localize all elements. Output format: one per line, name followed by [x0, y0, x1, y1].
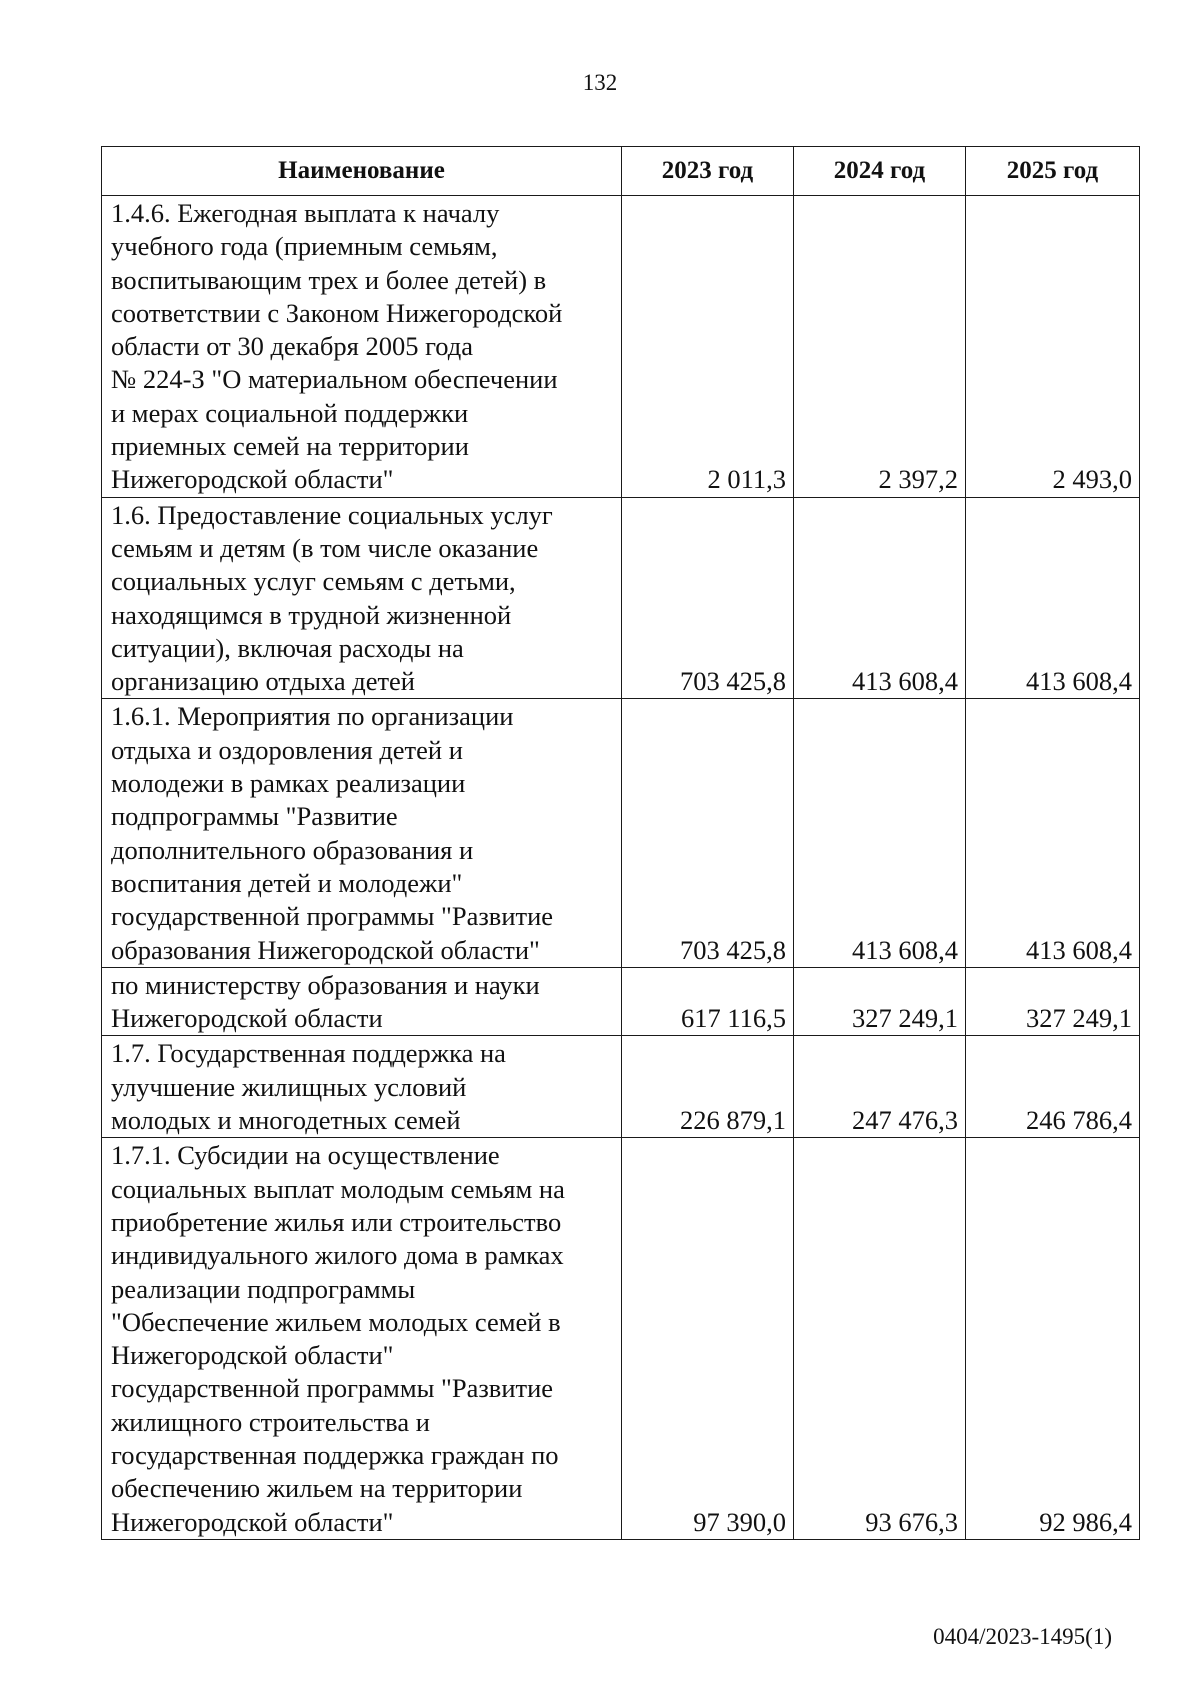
header-2024: 2024 год — [794, 147, 966, 196]
value-2023: 226 879,1 — [622, 1036, 794, 1138]
value-2025: 246 786,4 — [966, 1036, 1140, 1138]
row-name: 1.6. Предоставление социальных услуг семьям и детям (в том числе оказание социальных услуг семьям с детьми, находящимся в трудной жизненной ситуации), включая расходы на организацию отдыха детей — [102, 497, 622, 699]
table-row — [102, 967, 1140, 1036]
value-2023: 617 116,5 — [622, 967, 794, 1036]
value-2023: 703 425,8 — [622, 497, 794, 699]
document-code: 0404/2023-1495(1) — [933, 1624, 1112, 1649]
row-name: по министерству образования и науки Нижегородской области — [102, 967, 622, 1036]
value-2025: 92 986,4 — [966, 1138, 1140, 1540]
page-number: 132 — [582, 70, 618, 95]
table-row — [102, 497, 1140, 699]
value-2024: 247 476,3 — [794, 1036, 966, 1138]
value-2024: 2 397,2 — [794, 196, 966, 498]
value-2025: 413 608,4 — [966, 699, 1140, 967]
table-row — [102, 1036, 1140, 1138]
row-name: 1.7.1. Субсидии на осуществление социальных выплат молодым семьям на приобретение жилья или строительство индивидуального жилого дома в рамках реализации подпрограммы "Обеспечение жильем молодых семей в Нижегородской области" государственной программы "Развитие жилищного строительства и государственная поддержка граждан по обеспечению жильем на территории Нижегородской области" — [102, 1138, 622, 1540]
header-2025: 2025 год — [966, 147, 1140, 196]
row-name: 1.6.1. Мероприятия по организации отдыха и оздоровления детей и молодежи в рамках реализации подпрограммы "Развитие дополнительного образования и воспитания детей и молодежи" государственной программы "Развитие образования Нижегородской области" — [102, 699, 622, 967]
value-2025: 327 249,1 — [966, 967, 1140, 1036]
table-row — [102, 196, 1140, 498]
value-2024: 413 608,4 — [794, 699, 966, 967]
value-2024: 327 249,1 — [794, 967, 966, 1036]
table-row — [102, 699, 1140, 967]
budget-table — [101, 146, 1140, 1540]
value-2023: 2 011,3 — [622, 196, 794, 498]
header-2023: 2023 год — [622, 147, 794, 196]
value-2023: 97 390,0 — [622, 1138, 794, 1540]
table-header-row — [102, 147, 1140, 196]
row-name: 1.7. Государственная поддержка на улучшение жилищных условий молодых и многодетных семей — [102, 1036, 622, 1138]
value-2025: 413 608,4 — [966, 497, 1140, 699]
value-2023: 703 425,8 — [622, 699, 794, 967]
table-row — [102, 1138, 1140, 1540]
value-2024: 93 676,3 — [794, 1138, 966, 1540]
header-name: Наименование — [102, 147, 622, 196]
value-2025: 2 493,0 — [966, 196, 1140, 498]
row-name: 1.4.6. Ежегодная выплата к началу учебного года (приемным семьям, воспитывающим трех и более детей) в соответствии с Законом Нижегородской области от 30 декабря 2005 года № 224-З "О материальном обеспечении и мерах социальной поддержки приемных семей на территории Нижегородской области" — [102, 196, 622, 498]
value-2024: 413 608,4 — [794, 497, 966, 699]
